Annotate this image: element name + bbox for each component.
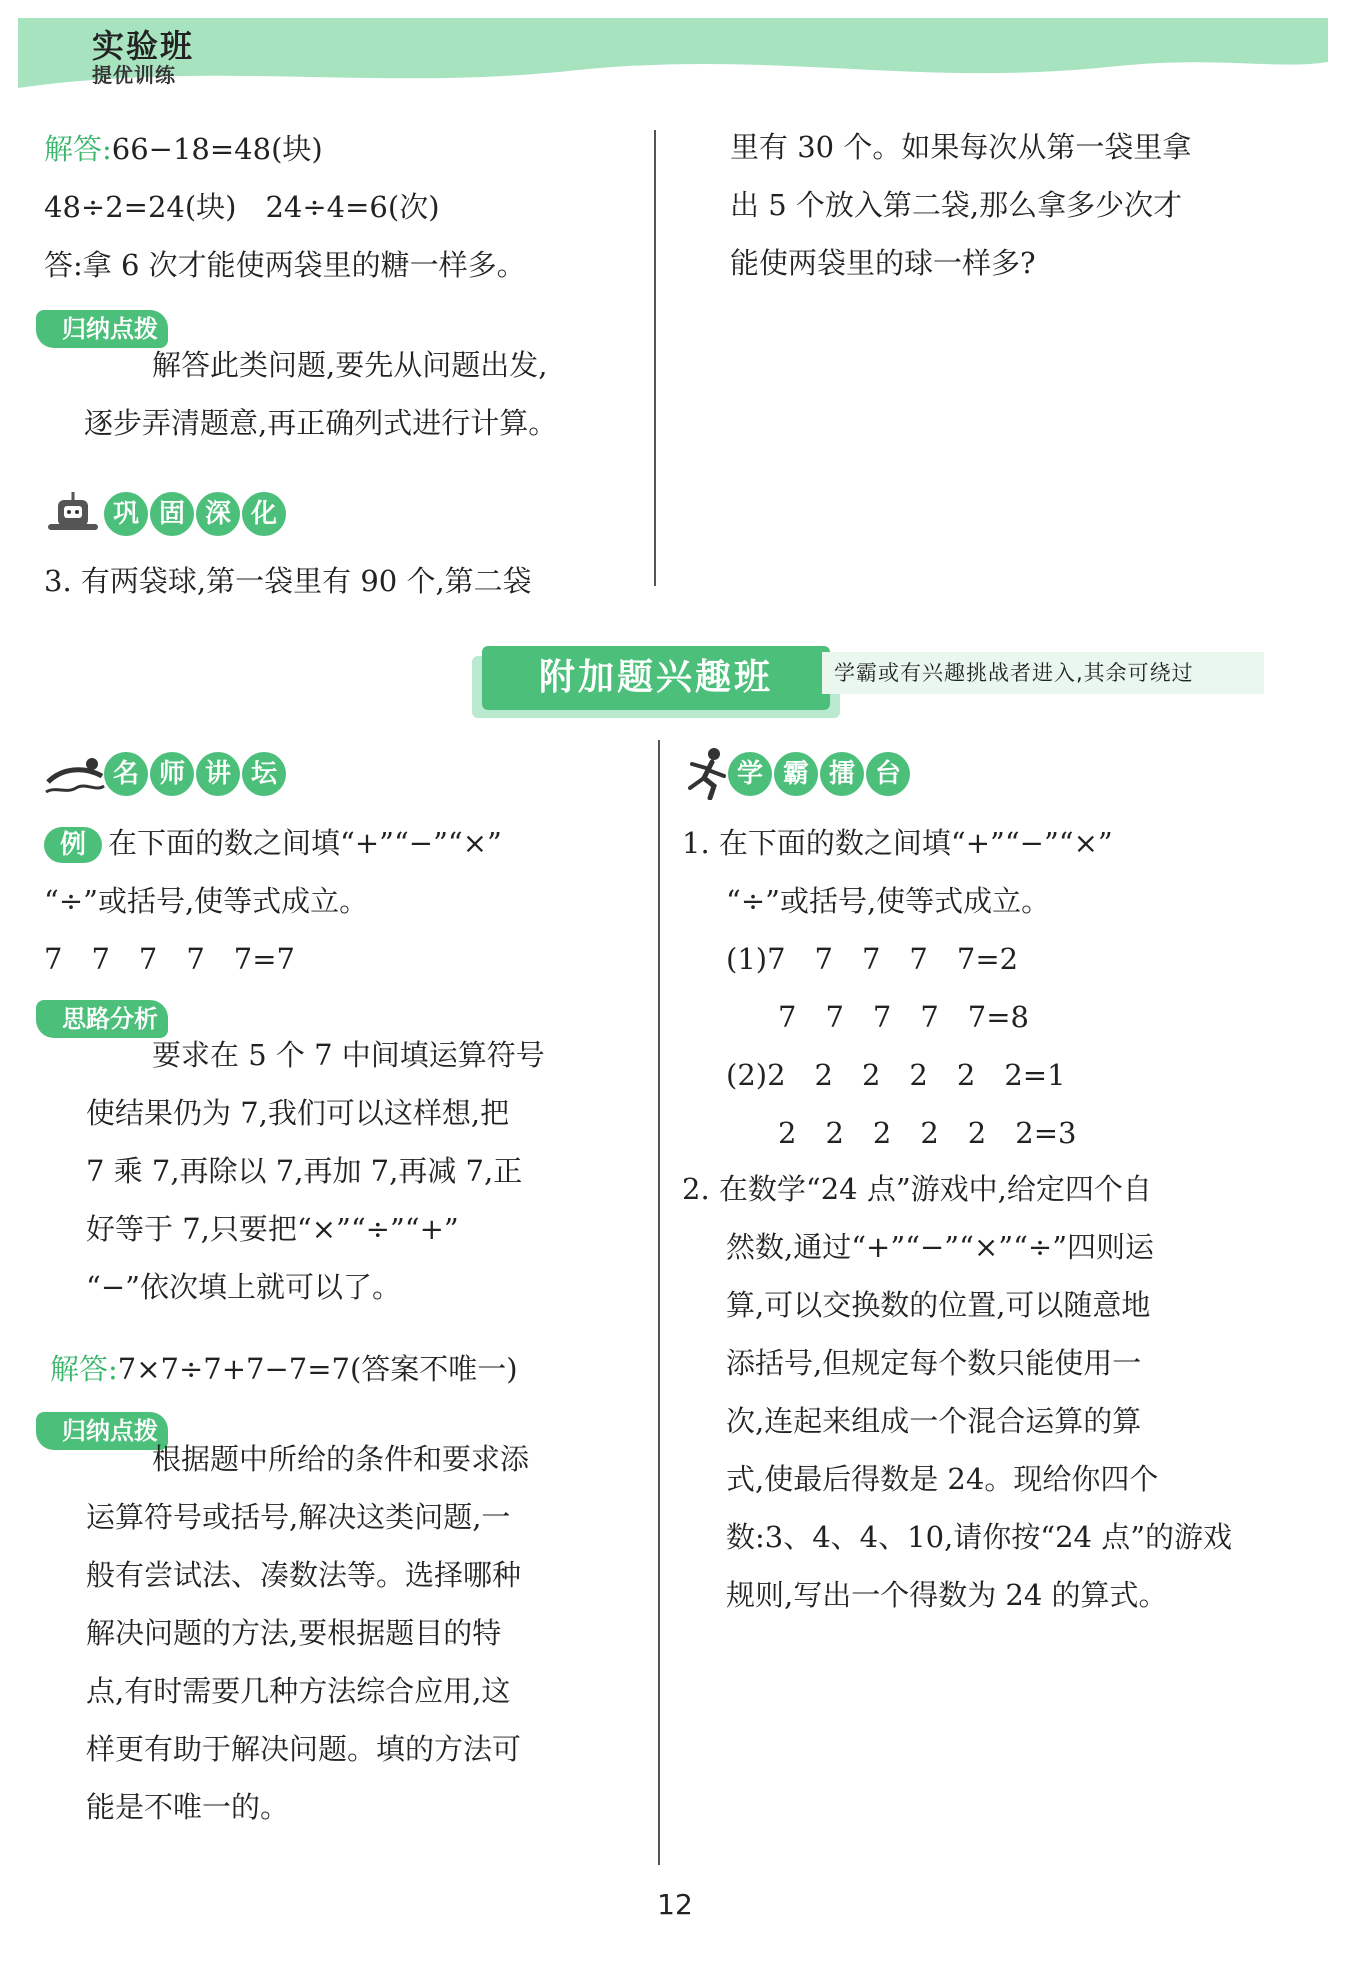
- teacher-forum-heading: [104, 752, 286, 796]
- series-logo: [92, 28, 212, 86]
- logo-subtitle: 提优训练: [92, 63, 176, 87]
- example-answer: [50, 1340, 518, 1398]
- analysis-line-3: 7 乘 7,再除以 7,再加 7,再减 7,正: [86, 1154, 523, 1188]
- banner-note: 学霸或有兴趣挑战者进入,其余可绕过: [822, 652, 1264, 694]
- analysis-line-4: 好等于 7,只要把“×”“÷”“+”: [86, 1212, 459, 1246]
- example-line-1: [44, 814, 502, 872]
- consolidate-char-4: 化: [242, 492, 286, 536]
- consolidate-char-3: 深: [196, 492, 240, 536]
- challenge-arena-heading: [728, 752, 910, 796]
- answer-eq-1: 66−18=48(块): [111, 132, 323, 166]
- column-divider-bottom: [658, 740, 660, 1865]
- summary2-line-4: 解决问题的方法,要根据题目的特: [86, 1616, 502, 1650]
- example-answer-text: 7×7÷7+7−7=7(答案不唯一): [117, 1352, 518, 1386]
- q2-line-4: 添括号,但规定每个数只能使用一: [726, 1346, 1142, 1380]
- q2-line-1: 2. 在数学“24 点”游戏中,给定四个自: [682, 1172, 1152, 1206]
- teacher-forum-char-2: 师: [150, 752, 194, 796]
- summary-tag: 归纳点拨: [36, 310, 168, 348]
- challenge-question-2: [682, 1160, 1232, 1624]
- challenge-question-1: [682, 814, 1113, 1162]
- analysis-line-5: “−”依次填上就可以了。: [86, 1270, 401, 1304]
- teacher-forum-char-4: 坛: [242, 752, 286, 796]
- teacher-forum-char-3: 讲: [196, 752, 240, 796]
- q3-line-3: 出 5 个放入第二袋,那么拿多少次才: [730, 188, 1183, 222]
- q3-line-1: 3. 有两袋球,第一袋里有 90 个,第二袋: [44, 564, 532, 598]
- runner-icon: [684, 746, 732, 800]
- example-equation: 7 7 7 7 7=7: [44, 942, 296, 976]
- top-right-column: [730, 118, 1191, 292]
- q1-eq-4: 2 2 2 2 2 2=3: [778, 1116, 1077, 1150]
- summary2-line-3: 般有尝试法、凑数法等。选择哪种: [86, 1558, 522, 1592]
- q2-line-2: 然数,通过“+”“−”“×”“÷”四则运: [726, 1230, 1155, 1264]
- bonus-section-banner: 附加题兴趣班: [482, 646, 830, 710]
- analysis-line-2: 使结果仍为 7,我们可以这样想,把: [86, 1096, 510, 1130]
- example-text-1: 在下面的数之间填“+”“−”“×”: [108, 826, 502, 860]
- question-3-start: [44, 552, 532, 610]
- analysis-tag: 思路分析: [36, 1000, 168, 1038]
- answer-label: 解答:: [44, 132, 112, 166]
- analysis-line-1: 要求在 5 个 7 中间填运算符号: [152, 1038, 545, 1072]
- summary2-line-6: 样更有助于解决问题。填的方法可: [86, 1732, 522, 1766]
- example-text-2: “÷”或括号,使等式成立。: [44, 884, 369, 918]
- swimmer-icon: [44, 752, 106, 796]
- summary-tag-2: 归纳点拨: [36, 1412, 168, 1450]
- q2-line-6: 式,使最后得数是 24。现给你四个: [726, 1462, 1159, 1496]
- challenge-char-3: 擂: [820, 752, 864, 796]
- answer-eq-2: 48÷2=24(块) 24÷4=6(次): [44, 190, 440, 224]
- column-divider-top: [654, 130, 656, 586]
- page-number: 12: [657, 1888, 693, 1921]
- summary-text: [84, 336, 557, 452]
- example-badge: 例: [44, 827, 102, 863]
- consolidate-heading: [104, 492, 286, 536]
- example-answer-label: 解答:: [50, 1352, 118, 1386]
- example-block: [44, 814, 502, 988]
- q2-line-5: 次,连起来组成一个混合运算的算: [726, 1404, 1142, 1438]
- q1-eq-2: 7 7 7 7 7=8: [778, 1000, 1030, 1034]
- challenge-char-1: 学: [728, 752, 772, 796]
- analysis-text: [86, 1026, 545, 1316]
- q1-line-1: 1. 在下面的数之间填“+”“−”“×”: [682, 826, 1113, 860]
- top-left-column: [44, 120, 526, 294]
- summary-line-2: 逐步弄清题意,再正确列式进行计算。: [84, 406, 558, 440]
- q3-line-4: 能使两袋里的球一样多?: [730, 246, 1036, 280]
- teacher-forum-char-1: 名: [104, 752, 148, 796]
- q1-eq-1: (1)7 7 7 7 7=2: [726, 942, 1019, 976]
- challenge-char-4: 台: [866, 752, 910, 796]
- answer-conclusion: 答:拿 6 次才能使两袋里的糖一样多。: [44, 248, 526, 282]
- q1-line-2: “÷”或括号,使等式成立。: [726, 884, 1051, 918]
- summary-line-1: 解答此类问题,要先从问题出发,: [152, 348, 548, 382]
- robot-icon: [44, 490, 102, 540]
- q3-line-2: 里有 30 个。如果每次从第一袋里拿: [730, 130, 1192, 164]
- consolidate-char-2: 固: [150, 492, 194, 536]
- q2-line-8: 规则,写出一个得数为 24 的算式。: [726, 1578, 1168, 1612]
- header-wave: [18, 40, 1328, 100]
- summary2-line-1: 根据题中所给的条件和要求添: [152, 1442, 530, 1476]
- logo-title: 实验班: [92, 27, 195, 65]
- summary2-line-5: 点,有时需要几种方法综合应用,这: [86, 1674, 511, 1708]
- q2-line-7: 数:3、4、4、10,请你按“24 点”的游戏: [726, 1520, 1233, 1554]
- answer-line-1: [44, 120, 526, 178]
- summary2-line-7: 能是不唯一的。: [86, 1790, 290, 1824]
- challenge-char-2: 霸: [774, 752, 818, 796]
- consolidate-char-1: 巩: [104, 492, 148, 536]
- q2-line-3: 算,可以交换数的位置,可以随意地: [726, 1288, 1151, 1322]
- summary-text-2: [86, 1430, 529, 1836]
- summary2-line-2: 运算符号或括号,解决这类问题,一: [86, 1500, 511, 1534]
- q1-eq-3: (2)2 2 2 2 2 2=1: [726, 1058, 1066, 1092]
- example-answer-line: [50, 1340, 518, 1398]
